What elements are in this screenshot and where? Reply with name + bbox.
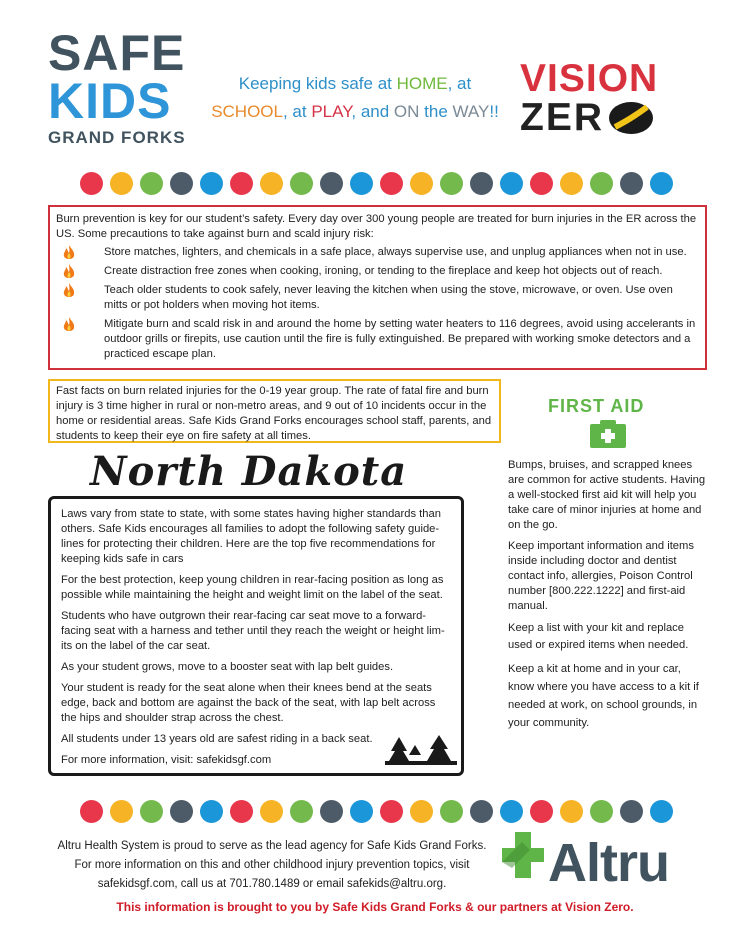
color-dot (350, 172, 373, 195)
color-dot (650, 172, 673, 195)
color-dot (260, 800, 283, 823)
color-dot (530, 800, 553, 823)
altru-line: For more information on this and other childhood injury prevention topics, visit (74, 859, 470, 871)
color-dot (500, 800, 523, 823)
altru-statement (52, 837, 492, 894)
nd-paragraph: For the best protection, keep young children in rear-facing position as long as possible while maintaining the height and weight limit on the label of the seat. (61, 574, 444, 601)
color-dot (140, 800, 163, 823)
color-dot (470, 172, 493, 195)
tagline-way: WAY (452, 102, 490, 121)
nd-paragraph: For more information, visit: safekidsgf.com (61, 754, 272, 766)
color-dot (290, 172, 313, 195)
dot-divider-bottom (80, 800, 673, 823)
burn-item-text: Teach older students to cook safely, never leaving the kitchen when using the stove, microwave, or oven. Use oven mitts or pot holders when moving hot items. (104, 284, 673, 311)
color-dot (560, 172, 583, 195)
color-dot (260, 172, 283, 195)
tagline-part: , and (351, 102, 394, 121)
pine-trees-icon (385, 735, 457, 771)
color-dot (200, 800, 223, 823)
credits-line: This information is brought to you by Safe Kids Grand Forks & our partners at Vision Zero. (116, 900, 634, 914)
tagline-on: ON (393, 102, 420, 121)
color-dot (80, 172, 103, 195)
tagline-home: HOME (396, 74, 448, 93)
vision-zero-line2: ZER (520, 96, 604, 139)
altru-logo-text: Altru (548, 833, 669, 893)
list-item (56, 317, 699, 362)
safe-kids-logo (48, 25, 188, 148)
tagline-part: !! (489, 102, 499, 121)
color-dot (410, 800, 433, 823)
fire-icon (62, 245, 76, 261)
color-dot (470, 800, 493, 823)
nd-paragraph: All students under 13 years old are safest riding in a back seat. (61, 733, 373, 745)
tagline-part: , at (282, 102, 312, 121)
color-dot (350, 800, 373, 823)
color-dot (230, 172, 253, 195)
color-dot (590, 800, 613, 823)
color-dot (380, 172, 403, 195)
burn-item-text: Create distraction free zones when cooking, ironing, or tending to the fireplace and keep hot objects out of reach. (104, 265, 663, 277)
color-dot (650, 800, 673, 823)
color-dot (110, 800, 133, 823)
burn-list (56, 245, 699, 362)
logo-line-kids: KIDS (48, 73, 172, 129)
color-dot (110, 172, 133, 195)
color-dot (500, 172, 523, 195)
color-dot (290, 800, 313, 823)
first-aid-paragraph: Bumps, bruises, and scrapped knees are common for active students. Having a well-stocked first aid kit will help you take care of minor injuries at home and on the go. (508, 459, 706, 531)
altru-cross-icon (500, 830, 546, 880)
logo-line-grand-forks: GRAND FORKS (48, 128, 186, 147)
first-aid-paragraph: Keep a kit at home and in your car, know where you have access to a kit if needed at work, on school grounds, in your community. (508, 663, 699, 729)
list-item (56, 283, 699, 313)
road-o-icon (607, 99, 655, 137)
tagline-play: PLAY (311, 102, 352, 121)
nd-paragraph: Your student is ready for the seat alone when their knees bend at the seats edge, back and bottom are against the back of the seat, with lap belt across the hips and shoulder strap across the chest. (61, 682, 436, 724)
first-aid-kit-icon (588, 420, 628, 448)
altru-line: safekidsgf.com, call us at 701.780.1489 or email safekids@altru.org. (97, 878, 447, 890)
altru-line: Altru Health System is proud to serve as the lead agency for Safe Kids Grand Forks. (57, 840, 487, 852)
tagline-part: , at (447, 74, 472, 93)
color-dot (560, 800, 583, 823)
color-dot (620, 800, 643, 823)
color-dot (530, 172, 553, 195)
first-aid-paragraph: Keep a list with your kit and replace used or expired items when needed. (508, 622, 689, 651)
nd-paragraph: Laws vary from state to state, with some states having higher standards than others. Safe Kids encourages all families to adopt the following safety guide-lines for protecting their children. Here are the top five recommendations for keeping kids safe in cars (61, 508, 441, 565)
color-dot (80, 800, 103, 823)
color-dot (320, 172, 343, 195)
fire-icon (62, 283, 76, 299)
color-dot (590, 172, 613, 195)
nd-paragraph: Students who have outgrown their rear-facing car seat move to a forward-facing seat with a harness and tether until they reach the weight or height lim-its on the label of the car seat. (61, 610, 445, 652)
first-aid-paragraph: Keep important information and items inside including doctor and dentist contact info, allergies, Poison Control number [800.222.1222] and first-aid manual. (508, 540, 694, 612)
color-dot (380, 800, 403, 823)
color-dot (170, 800, 193, 823)
fast-facts-text: Fast facts on burn related injuries for the 0-19 year group. The rate of fatal fire and burn injury is 3 time higher in rural or non-metro areas, and 9 out of 10 incidents occur in the home or residential areas. Safe Kids Grand Forks encourages school staff, parents, and students to keep their eye on fire safety at all times. (56, 385, 492, 442)
color-dot (140, 172, 163, 195)
vision-zero-line1: VISION (520, 57, 659, 100)
color-dot (230, 800, 253, 823)
color-dot (410, 172, 433, 195)
first-aid-column (508, 458, 708, 738)
color-dot (440, 172, 463, 195)
fire-icon (62, 317, 76, 333)
tagline-school: SCHOOL (211, 102, 283, 121)
north-dakota-title: North Dakota (90, 448, 408, 495)
color-dot (440, 800, 463, 823)
vision-zero-logo (520, 57, 695, 139)
list-item (56, 245, 699, 260)
tagline (200, 70, 510, 126)
dot-divider-top (80, 172, 673, 195)
list-item (56, 264, 699, 279)
color-dot (200, 172, 223, 195)
color-dot (170, 172, 193, 195)
north-dakota-box (48, 496, 464, 776)
logo-line-safe: SAFE (48, 25, 186, 81)
burn-prevention-box (48, 205, 707, 370)
fast-facts-box (48, 379, 501, 443)
color-dot (320, 800, 343, 823)
burn-item-text: Mitigate burn and scald risk in and around the home by setting water heaters to 116 degrees, avoid using accelerants in outdoor grills or firepits, use caution until the fire is fully extinguished. Be prepared with working smoke detectors and a practiced escape plan. (104, 318, 696, 360)
color-dot (620, 172, 643, 195)
burn-intro: Burn prevention is key for our student’s safety. Every day over 300 young people are treated for burn injuries in the ER across the US. Some precautions to take against burn and scald injury risk: (56, 213, 697, 240)
first-aid-title: FIRST AID (548, 396, 645, 416)
tagline-part: the (419, 102, 453, 121)
burn-item-text: Store matches, lighters, and chemicals in a safe place, always supervise use, and unplug appliances when not in use. (104, 246, 687, 258)
fire-icon (62, 264, 76, 280)
tagline-part: Keeping kids safe at (238, 74, 397, 93)
nd-paragraph: As your student grows, move to a booster seat with lap belt guides. (61, 661, 394, 673)
